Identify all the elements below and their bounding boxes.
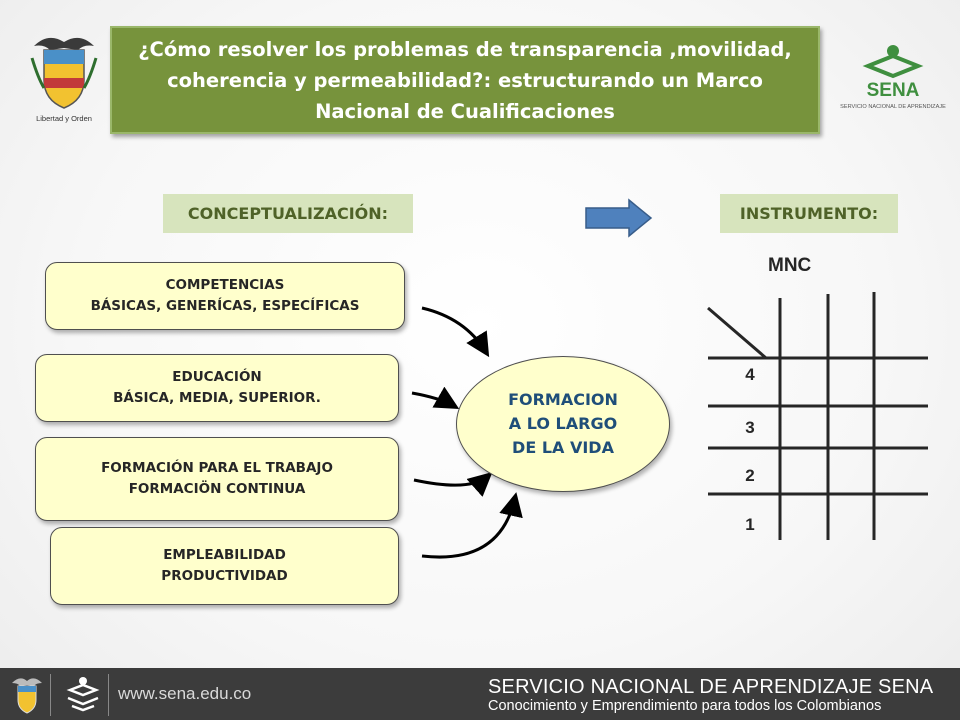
mnc-grid [700, 288, 945, 548]
footer-divider [50, 674, 51, 716]
footer-divider [108, 674, 109, 716]
conceptualizacion-tag: CONCEPTUALIZACIÓN: [163, 194, 413, 233]
educacion-title: EDUCACIÓN [172, 369, 262, 385]
connector-arrow-2 [412, 393, 454, 406]
competencias-detail: BÁSICAS, GENERÍCAS, ESPECÍFICAS [90, 298, 360, 314]
footer-institution: SERVICIO NACIONAL DE APRENDIZAJE SENA [488, 676, 934, 698]
mnc-label: MNC [768, 255, 812, 276]
mnc-level-2: 2 [745, 466, 755, 485]
mnc-level-3: 3 [745, 418, 755, 437]
instrumento-tag: INSTRUMENTO: [720, 194, 898, 233]
formacion-trabajo-detail: FORMACIÖN CONTINUA [128, 481, 306, 497]
mnc-level-4: 4 [745, 365, 755, 384]
connector-arrow-4 [422, 498, 515, 557]
connector-arrow-3 [414, 476, 488, 485]
emblem-motto: Libertad y Orden [36, 114, 92, 123]
footer-url-link[interactable]: www.sena.edu.co [118, 684, 252, 703]
oval-line-3: DE LA VIDA [512, 438, 614, 457]
empleabilidad-detail: PRODUCTIVIDAD [161, 568, 288, 584]
connector-arrow-1 [422, 308, 486, 352]
educacion-detail: BÁSICA, MEDIA, SUPERIOR. [113, 390, 321, 406]
sena-logo-subtitle: SERVICIO NACIONAL DE APRENDIZAJE [840, 104, 946, 110]
formacion-lifelong-oval [456, 356, 670, 492]
mnc-level-1: 1 [745, 515, 755, 534]
empleabilidad-title: EMPLEABILIDAD [163, 547, 286, 563]
oval-line-2: A LO LARGO [508, 414, 618, 433]
footer-sena-logo [60, 676, 106, 719]
oval-line-1: FORMACION [508, 390, 618, 409]
footer-coat-of-arms-logo [10, 675, 44, 720]
sena-logo-text: SENA [866, 80, 920, 101]
footer-slogan: Conocimiento y Emprendimiento para todos los Colombianos [488, 698, 882, 714]
formacion-trabajo-title: FORMACIÓN PARA EL TRABAJO [101, 460, 333, 476]
competencias-title: COMPETENCIAS [165, 277, 285, 293]
slide-title: ¿Cómo resolver los problemas de transparencia ,movilidad, coherencia y permeabilidad?: estructurando un Marco Nacional de Cualificaciones [110, 26, 820, 134]
